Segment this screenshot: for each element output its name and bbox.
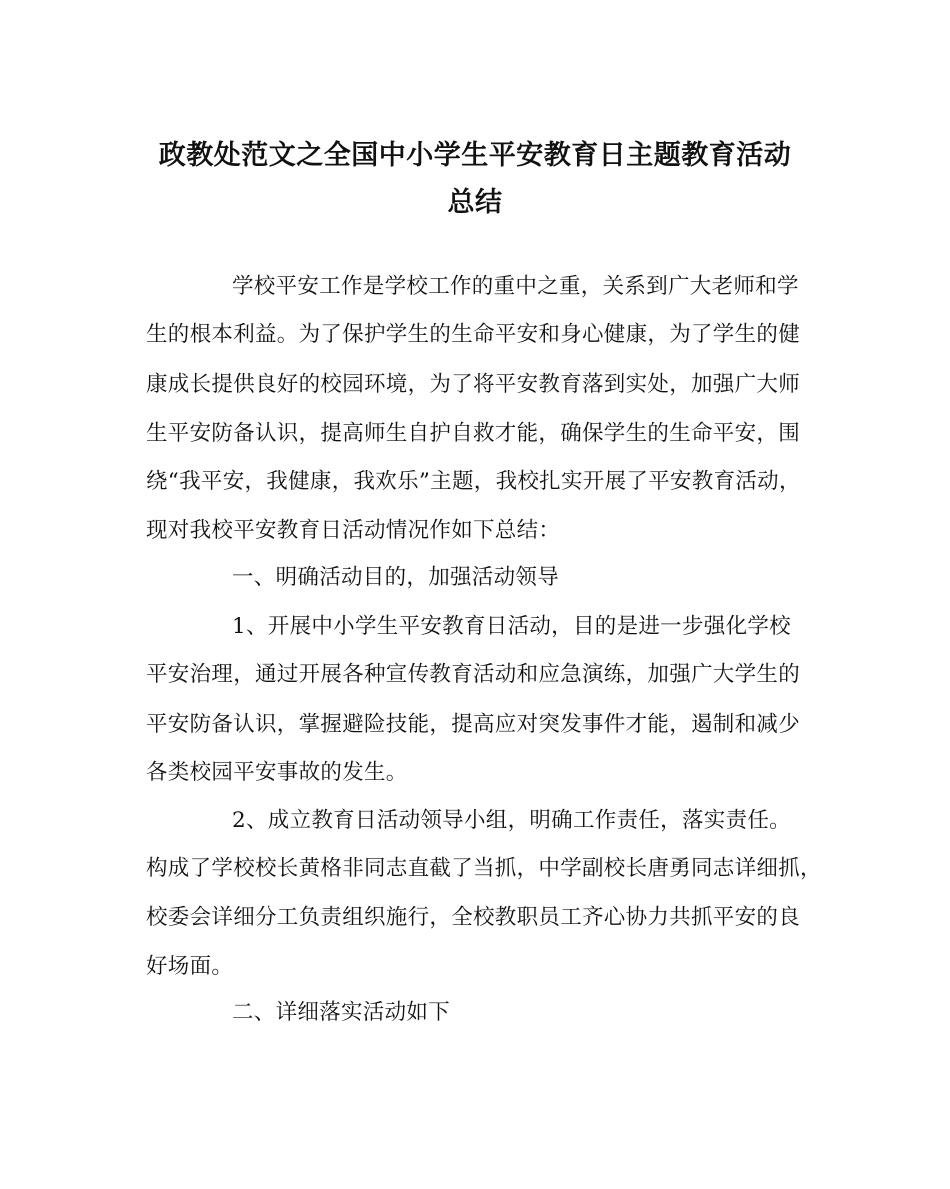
section-heading-2: 二、详细落实活动如下 (232, 1000, 451, 1025)
section-heading-1: 一、明确活动目的，加强活动领导 (232, 565, 560, 590)
document-title-line-1: 政教处范文之全国中小学生平安教育日主题教育活动 (158, 140, 792, 171)
paragraph-1-line-4: 生平安防备认识，提高师生自护自救才能，确保学生的生命平安，围 (146, 421, 801, 446)
paragraph-1-line-3: 康成长提供良好的校园环境，为了将平安教育落到实处，加强广大师 (146, 372, 801, 397)
item-1-line-4: 各类校园平安事故的发生。 (146, 760, 408, 785)
item-2-line-1: 2、成立教育日活动领导小组，明确工作责任，落实责任。 (232, 808, 791, 833)
paragraph-1-line-6: 现对我校平安教育日活动情况作如下总结： (146, 518, 561, 543)
item-1-line-3: 平安防备认识，掌握避险技能，提高应对突发事件才能，遏制和减少 (146, 712, 801, 737)
item-2-line-3: 校委会详细分工负责组织施行，全校教职员工齐心协力共抓平安的良 (146, 905, 801, 930)
paragraph-1-line-2: 生的根本利益。为了保护学生的生命平安和身心健康，为了学生的健 (146, 322, 801, 347)
paragraph-1-line-1: 学校平安工作是学校工作的重中之重，关系到广大老师和学 (232, 274, 799, 299)
item-2-line-4: 好场面。 (146, 954, 234, 979)
item-2-line-2: 构成了学校校长黄格非同志直截了当抓，中学副校长唐勇同志详细抓， (146, 856, 822, 881)
paragraph-1-line-5: 绕“我平安，我健康，我欢乐”主题，我校扎实开展了平安教育活动， (146, 469, 801, 494)
item-1-line-2: 平安治理，通过开展各种宣传教育活动和应急演练，加强广大学生的 (146, 662, 801, 687)
item-1-line-1: 1、开展中小学生平安教育日活动，目的是进一步强化学校 (232, 614, 791, 639)
document-title-line-2: 总结 (447, 187, 503, 218)
